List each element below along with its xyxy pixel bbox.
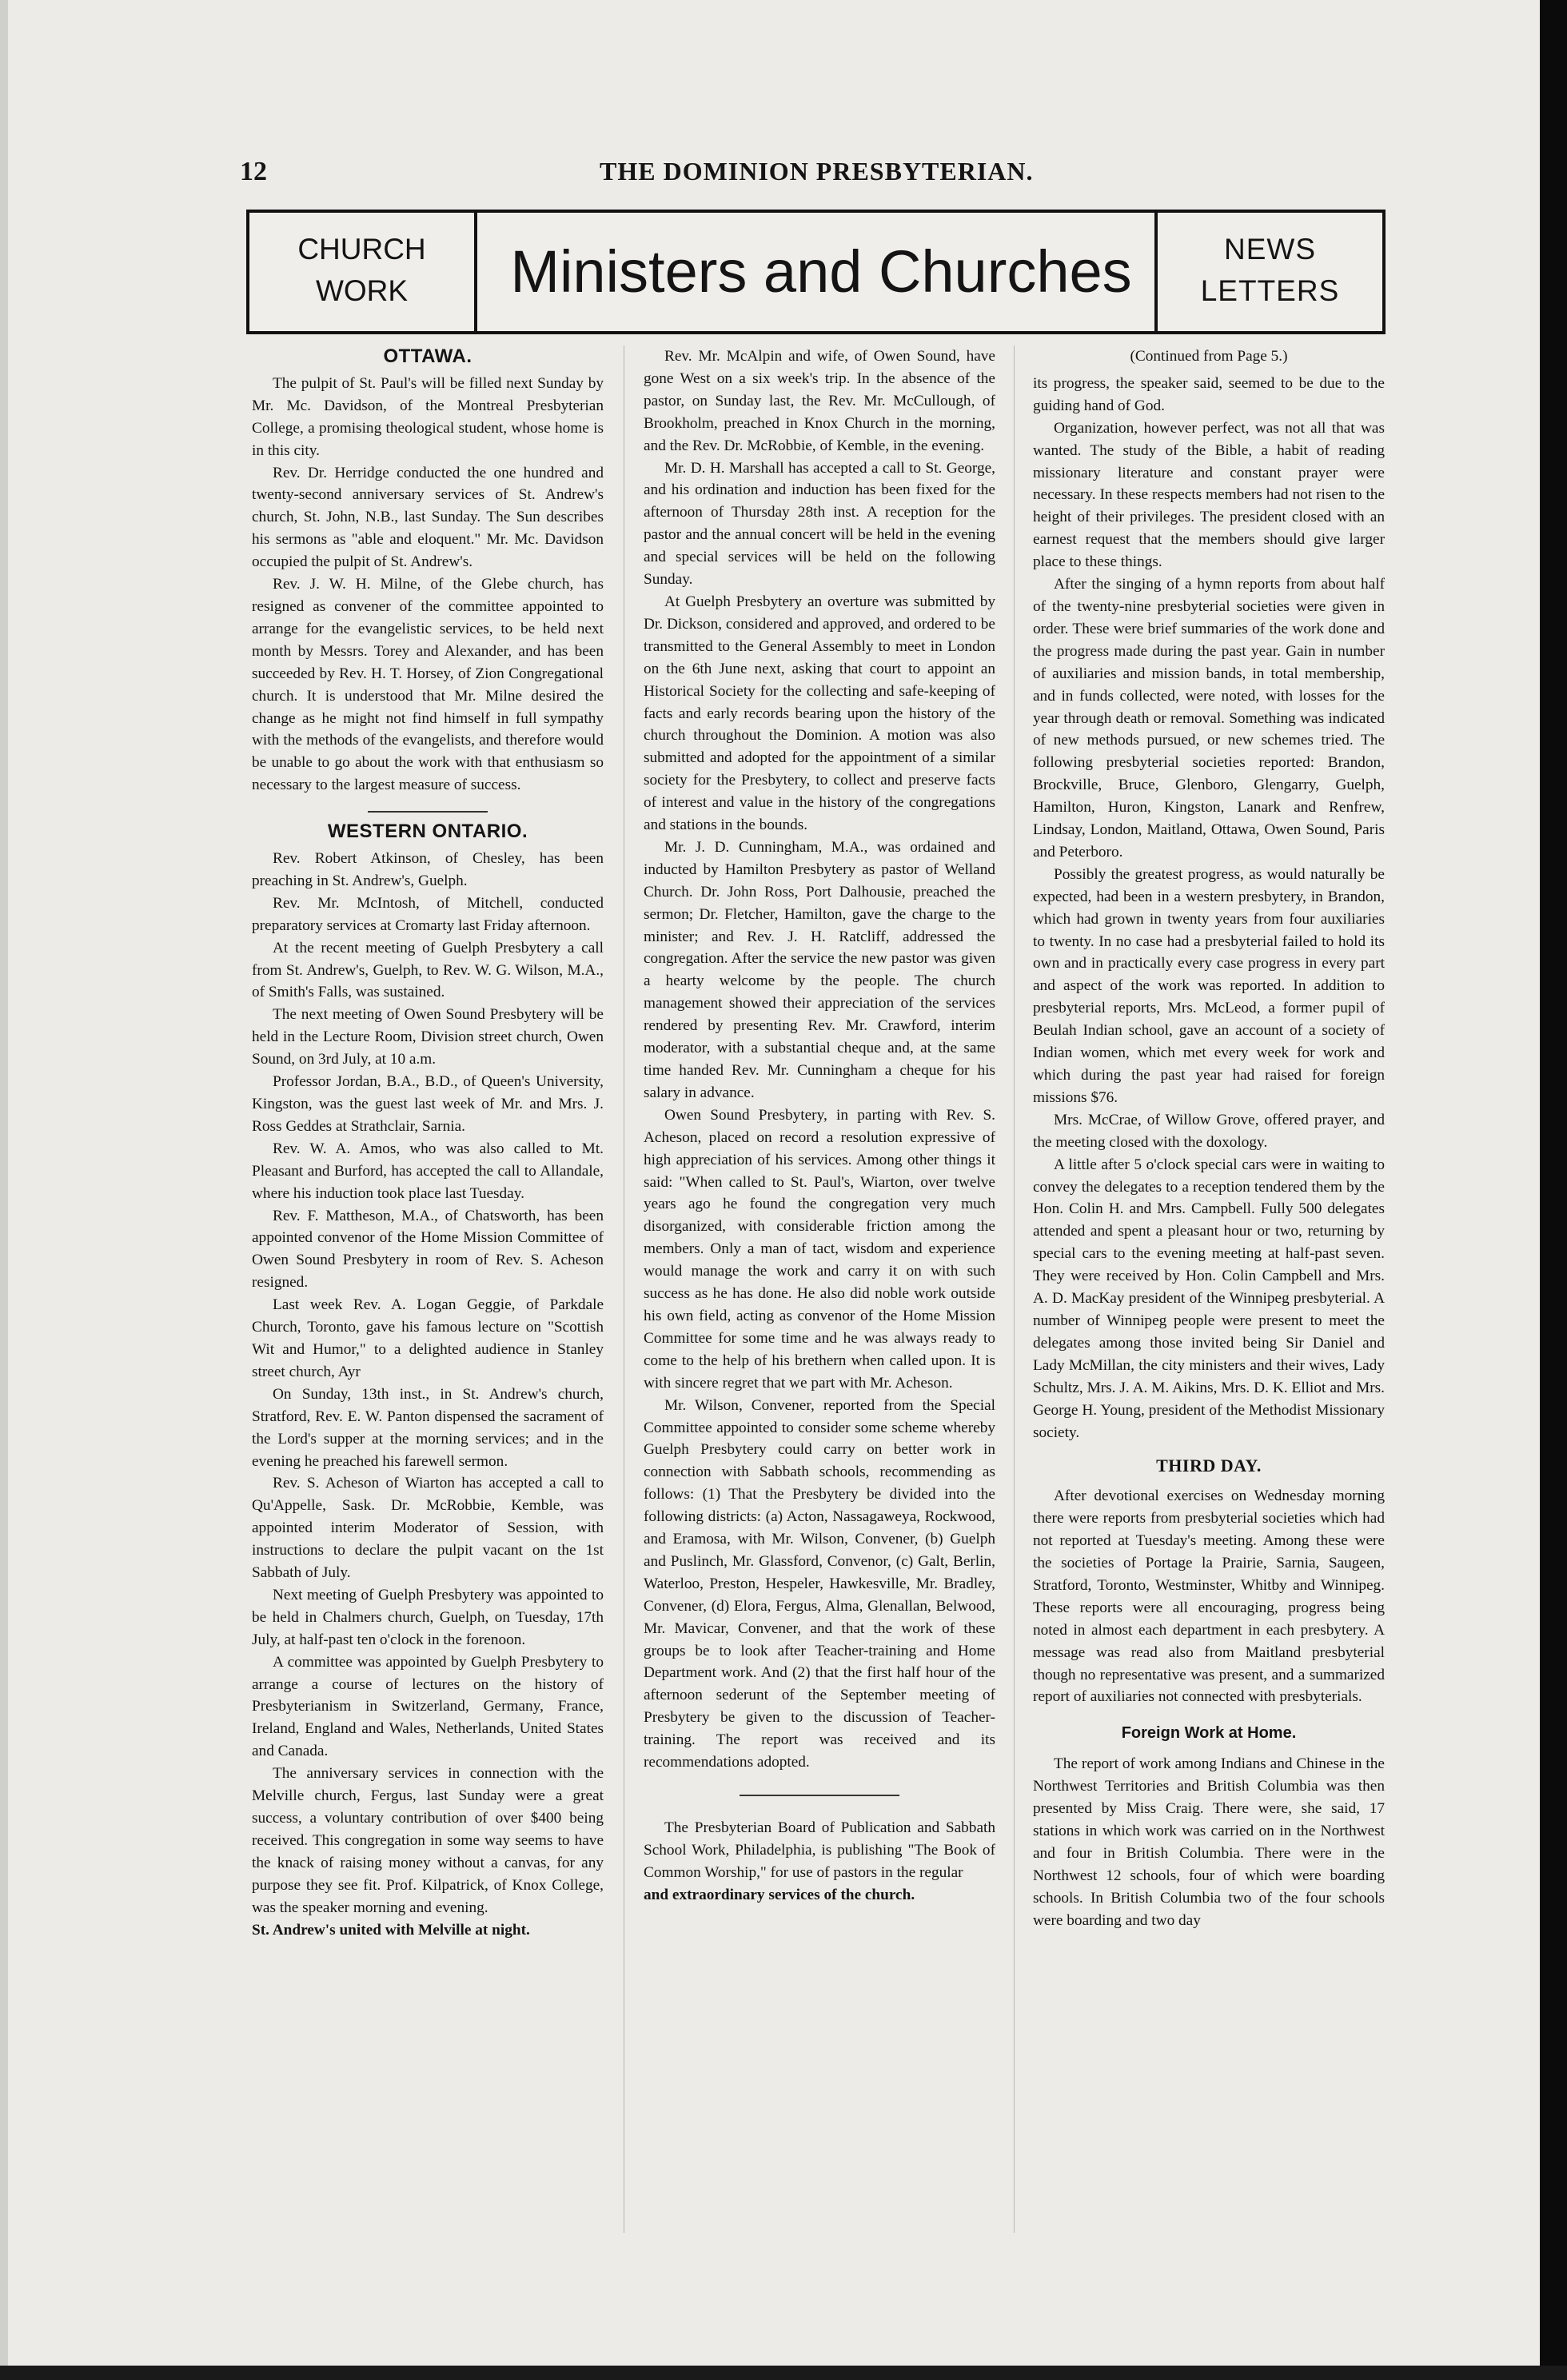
article-paragraph: Owen Sound Presbytery, in parting with Rev. S. Acheson, placed on record a resolution expressive of high appreciation of his services. Among other things it said: "When called to St. Paul's, Wiarton, over twelve years ago he found the congregation very much disorganized, with considerable friction among the members. Only a man of tact, wisdom and experience would manage the work and carry it on with such success as he has done. He also did noble work outside his own field, acting as convenor of the Home Mission Committee for some time and he was always ready to come to the help of his brethern when called upon. It is with sincere regret that we part with Mr. Acheson. xyxy=(644,1106,995,1392)
article-paragraph: Rev. Mr. McIntosh, of Mitchell, conducted preparatory services at Cromarty last Friday afternoon. xyxy=(252,894,604,934)
page-number: 12 xyxy=(240,157,267,186)
column-1 xyxy=(252,345,604,2249)
article-paragraph: Possibly the greatest progress, as would naturally be expected, had been in a western presbytery, in Brandon, which had grown in twenty years from four auxiliaries to twenty. In no case had a presbyterial failed to hold its own and in practically every case progress in every part and aspect of the work was reported. In addition to presbyterial reports, Mrs. McLeod, a former pupil of Beulah Indian school, gave an account of a society of Indian women, which met every week for work and which during the past year had raised for foreign missions $76. xyxy=(1033,865,1385,1106)
article-paragraph: its progress, the speaker said, seemed to be due to the guiding hand of God. xyxy=(1033,374,1385,414)
article-paragraph: Rev. S. Acheson of Wiarton has accepted a call to Qu'Appelle, Sask. Dr. McRobbie, Kemble, was appointed interim Moderator of Session, with instructions to declare the pulpit vacant on the 1st Sabbath of July. xyxy=(252,1475,604,1582)
journal-title: THE DOMINION PRESBYTERIAN. xyxy=(600,157,1034,186)
section-rule xyxy=(740,1795,899,1796)
article-paragraph: After the singing of a hymn reports from about half of the twenty-nine presbyterial societies were given in order. These were brief summaries of the work done and the progress made during the past year. Gain in number of auxiliaries and mission bands, in total membership, and in funds collected, were noted, with losses for the year through death or removal. Something was indicated of new methods pursued, or new schemes tried. The following presbyterial societies reported: Brandon, Brockville, Bruce, Glenboro, Glengarry, Guelph, Hamilton, Huron, Kingston, Lanark and Renfrew, Lindsay, London, Maitland, Ottawa, Owen Sound, Paris and Peterboro. xyxy=(1033,576,1385,861)
section-banner xyxy=(246,210,1386,334)
scan-left-edge xyxy=(0,0,8,2380)
article-paragraph: A committee was appointed by Guelph Presbytery to arrange a course of lectures on the history of Presbyterianism in Switzerland, Germany, France, Ireland, England and Wales, Netherlands, United States and Canada. xyxy=(252,1653,604,1760)
article-paragraph: After devotional exercises on Wednesday morning there were reports from presbyterial societies which had not reported at Tuesday's meeting. Among these were the societies of Portage la Prairie, Sarnia, Saugeen, Stratford, Toronto, Westminster, Whitby and Winnipeg. These reports were all encouraging, progress being noted in almost each department in each presbytery. A message was read also from Maitland presbyterial though no representative was present, and a summarized report of auxiliaries not connected with presbyterials. xyxy=(1033,1488,1385,1706)
article-paragraph: Mr. D. H. Marshall has accepted a call to St. George, and his ordination and induction has been fixed for the afternoon of Thursday 28th inst. A reception for the pastor and the annual concert will be held in the evening and special services will be held on the following Sunday. xyxy=(644,459,995,589)
article-paragraph: At Guelph Presbytery an overture was submitted by Dr. Dickson, considered and approved, and ordered to be transmitted to the General Assembly to meet in London on the 6th June next, asking that court to appoint an Historical Society for the collecting and safe-keeping of facts and early records bearing upon the history of the church throughout the Dominion. A motion was also submitted and adopted for the appointment of a similar society for the Presbytery, to collect and preserve facts of interest and value in the history of the congregations and stations in the bounds. xyxy=(644,593,995,834)
banner-left-line1: CHURCH xyxy=(297,233,426,266)
banner-news-letters xyxy=(1154,213,1382,331)
article-paragraph: A little after 5 o'clock special cars were in waiting to convey the delegates to a reception tendered them by the Hon. Colin H. and Mrs. Campbell. Fully 500 delegates attended and spent a pleasant hour or two, returning by special cars to the evening meeting at half-past seven. They were received by Hon. Colin Campbell and Mrs. A. D. MacKay president of the Winnipeg presbyterial. A number of Winnipeg people were present to meet the delegates among those invited being Sir Daniel and Lady McMillan, the city ministers and their wives, Lady Schultz, Mrs. J. A. M. Aikins, Mrs. D. K. Elliot and Mrs. George H. Young, president of the Methodist Missionary society. xyxy=(1033,1156,1385,1441)
banner-left-line2: WORK xyxy=(315,274,409,307)
article-paragraph: Next meeting of Guelph Presbytery was appointed to be held in Chalmers church, Guelph, on Tuesday, 17th July, at half-past ten o'clock in the forenoon. xyxy=(252,1586,604,1648)
scan-right-edge xyxy=(1540,0,1567,2380)
article-paragraph: The report of work among Indians and Chinese in the Northwest Territories and British Columbia was then presented by Miss Craig. There were, she said, 17 stations in which work was carried on in the Northwest and four in British Columbia. There were in the Northwest 12 schools, four of which were boarding schools. In British Columbia two of the four schools were boarding and two day xyxy=(1033,1755,1385,1929)
article-paragraph: Last week Rev. A. Logan Geggie, of Parkdale Church, Toronto, gave his famous lecture on "Scottish Wit and Humor," to a delighted audience in Stanley street church, Ayr xyxy=(252,1296,604,1380)
article-paragraph: Rev. Dr. Herridge conducted the one hundred and twenty-second anniversary services of St. Andrew's church, St. John, N.B., last Sunday. The Sun describes his sermons as "able and eloquent." Mr. Mc. Davidson occupied the pulpit of St. Andrew's. xyxy=(252,464,604,571)
closing-bold-line: and extraordinary services of the church. xyxy=(644,1886,915,1903)
article-paragraph: The pulpit of St. Paul's will be filled next Sunday by Mr. Mc. Davidson, of the Montreal Presbyterian College, a promising theological student, whose home is in this city. xyxy=(252,374,604,459)
heading-western-ontario: WESTERN ONTARIO. xyxy=(327,821,528,843)
article-paragraph: Professor Jordan, B.A., B.D., of Queen's University, Kingston, was the guest last week of Mr. and Mrs. J. Ross Geddes at Strathclair, Sarnia. xyxy=(252,1073,604,1135)
running-head xyxy=(240,157,1407,189)
column-3 xyxy=(1033,345,1385,2249)
section-rule xyxy=(368,811,488,813)
continued-note: (Continued from Page 5.) xyxy=(1130,348,1288,365)
heading-third-day: THIRD DAY. xyxy=(1156,1456,1262,1476)
article-paragraph: Mr. Wilson, Convener, reported from the Special Committee appointed to consider some scheme whereby Guelph Presbytery could carry on better work in connection with Sabbath schools, recommending as follows: (1) That the Presbytery be divided into the following districts: (a) Acton, Nassagaweya, Rockwood, and Eramosa, with Mr. Wilson, Convener, (b) Guelph and Puslinch, Mr. Glassford, Convenor, (c) Galt, Berlin, Waterloo, Preston, Hespeler, Hawkesville, Mr. Bradley, Convener, (d) Elora, Fergus, Alma, Glenallan, Belwood, Mr. Mavicar, Convener, and that the work of these groups be to look after Teacher-training and Home Department work. And (2) that the first half hour of the afternoon sederunt of the September meeting of Presbytery be given to the discussion of Teacher-training. The report was received and its recommendations adopted. xyxy=(644,1396,995,1771)
scan-bottom-edge xyxy=(0,2366,1567,2380)
banner-church-work xyxy=(249,213,477,331)
banner-right-line1: NEWS xyxy=(1224,233,1316,266)
article-paragraph: Rev. Robert Atkinson, of Chesley, has been preaching in St. Andrew's, Guelph. xyxy=(252,850,604,889)
banner-right-line2: LETTERS xyxy=(1200,274,1340,307)
article-paragraph: The Presbyterian Board of Publication and Sabbath School Work, Philadelphia, is publishing "The Book of Common Worship," for use of pastors in the regular xyxy=(644,1819,995,1881)
article-paragraph: Rev. F. Mattheson, M.A., of Chatsworth, has been appointed convenor of the Home Mission Committee of Owen Sound Presbytery in room of Rev. S. Acheson resigned. xyxy=(252,1207,604,1292)
article-paragraph: Rev. J. W. H. Milne, of the Glebe church, has resigned as convener of the committee appointed to arrange for the evangelistic services, to be held next month by Messrs. Torey and Alexander, and has been succeeded by Rev. H. T. Horsey, of Zion Congregational church. It is understood that Mr. Milne desired the change as he might not find himself in full sympathy with the methods of the evangelists, and therefore would be unable to go about the work with that enthusiasm so necessary to the largest measure of success. xyxy=(252,576,604,794)
article-paragraph: The anniversary services in connection with the Melville church, Fergus, last Sunday were a great success, a voluntary contribution of over $400 being received. This congregation in some way seems to have the knack of raising money without a canvas, for any purpose they see fit. Prof. Kilpatrick, of Knox College, was the speaker morning and evening. xyxy=(252,1765,604,1916)
column-2 xyxy=(644,345,995,2249)
article-paragraph: Rev. Mr. McAlpin and wife, of Owen Sound, have gone West on a six week's trip. In the absence of the pastor, on Sunday last, the Rev. Mr. McCullough, of Brookholm, preached in Knox Church in the morning, and the Rev. Dr. McRobbie, of Kemble, in the evening. xyxy=(644,348,995,454)
heading-foreign-work: Foreign Work at Home. xyxy=(1121,1724,1297,1743)
article-paragraph: Mrs. McCrae, of Willow Grove, offered prayer, and the meeting closed with the doxology. xyxy=(1033,1111,1385,1151)
heading-ottawa: OTTAWA. xyxy=(383,345,472,367)
article-paragraph: At the recent meeting of Guelph Presbytery a call from St. Andrew's, Guelph, to Rev. W. G. Wilson, M.A., of Smith's Falls, was sustained. xyxy=(252,939,604,1001)
article-paragraph: Rev. W. A. Amos, who was also called to Mt. Pleasant and Burford, has accepted the call to Allandale, where his induction took place last Tuesday. xyxy=(252,1140,604,1202)
banner-title: Ministers and Churches xyxy=(510,238,1132,305)
article-paragraph: On Sunday, 13th inst., in St. Andrew's church, Stratford, Rev. E. W. Panton dispensed the sacrament of the Lord's supper at the morning services; and in the evening he preached his farewell sermon. xyxy=(252,1385,604,1470)
column-divider xyxy=(1014,345,1015,2233)
article-paragraph: Mr. J. D. Cunningham, M.A., was ordained and inducted by Hamilton Presbytery as pastor of Welland Church. Dr. John Ross, Port Dalhousie, preached the sermon; Dr. Fletcher, Hamilton, gave the charge to the minister; and Rev. J. H. Ratcliff, addressed the congregation. After the service the new pastor was given a hearty welcome by the people. The church management showed their appreciation of the services rendered by presenting Rev. Mr. Crawford, interim moderator, with a substantial cheque and, at the same time handed Rev. Mr. Cunningham a cheque for his salary in advance. xyxy=(644,838,995,1101)
article-paragraph: Organization, however perfect, was not all that was wanted. The study of the Bible, a habit of reading missionary literature and constant prayer were necessary. In these respects members had not risen to the height of their privileges. The president closed with an earnest request that the members should give larger place to these things. xyxy=(1033,419,1385,571)
closing-bold-line: St. Andrew's united with Melville at night. xyxy=(252,1921,530,1939)
article-paragraph: The next meeting of Owen Sound Presbytery will be held in the Lecture Room, Division street church, Owen Sound, on 3rd July, at 10 a.m. xyxy=(252,1006,604,1068)
